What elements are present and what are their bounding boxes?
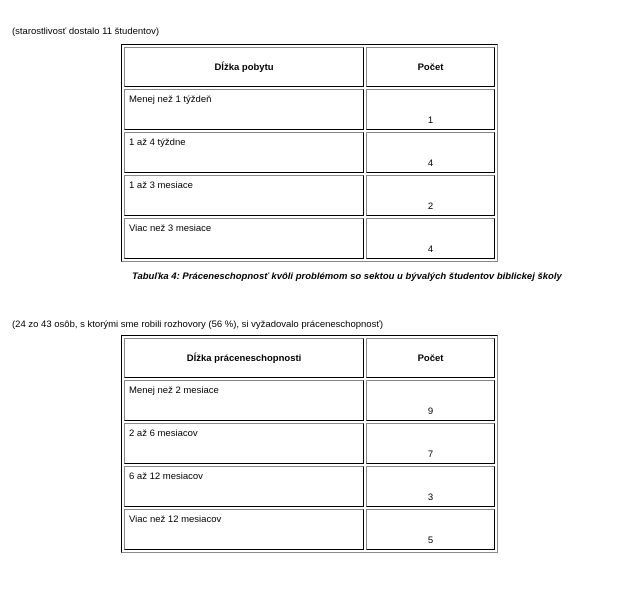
row-label: 1 až 3 mesiace	[124, 175, 364, 216]
table-row	[124, 466, 495, 507]
row-count: 1	[366, 89, 495, 130]
table-header-row	[124, 47, 495, 87]
row-label: 2 až 6 mesiacov	[124, 423, 364, 464]
row-count: 7	[366, 423, 495, 464]
table-row	[124, 89, 495, 130]
row-label: 1 až 4 týždne	[124, 132, 364, 173]
column-header-count: Počet	[366, 338, 495, 378]
row-count: 9	[366, 380, 495, 421]
table-4-caption: Tabuľka 4: Práceneschopnosť kvôli problémom so sektou u bývalých študentov biblickej školy	[132, 271, 562, 282]
row-label: Menej než 1 týždeň	[124, 89, 364, 130]
column-header-count: Počet	[366, 47, 495, 87]
column-header-sick-leave-length: Dĺžka práceneschopnosti	[124, 338, 364, 378]
table-row	[124, 132, 495, 173]
table-3-note: (starostlivosť dostalo 11 študentov)	[12, 26, 160, 37]
table-row	[124, 175, 495, 216]
table-row	[124, 509, 495, 550]
row-label: Viac než 12 mesiacov	[124, 509, 364, 550]
row-label: Viac než 3 mesiace	[124, 218, 364, 259]
row-count: 3	[366, 466, 495, 507]
table-header-row	[124, 338, 495, 378]
row-count: 4	[366, 132, 495, 173]
row-label: 6 až 12 mesiacov	[124, 466, 364, 507]
table-length-of-stay	[121, 44, 498, 262]
table-row	[124, 218, 495, 259]
table-row	[124, 380, 495, 421]
table-row	[124, 423, 495, 464]
table-4-note: (24 zo 43 osôb, s ktorými sme robili rozhovory (56 %), si vyžadovalo práceneschopnosť)	[12, 319, 384, 330]
row-count: 2	[366, 175, 495, 216]
row-count: 5	[366, 509, 495, 550]
column-header-length-of-stay: Dĺžka pobytu	[124, 47, 364, 87]
row-label: Menej než 2 mesiace	[124, 380, 364, 421]
table-sick-leave-length	[121, 335, 498, 553]
row-count: 4	[366, 218, 495, 259]
